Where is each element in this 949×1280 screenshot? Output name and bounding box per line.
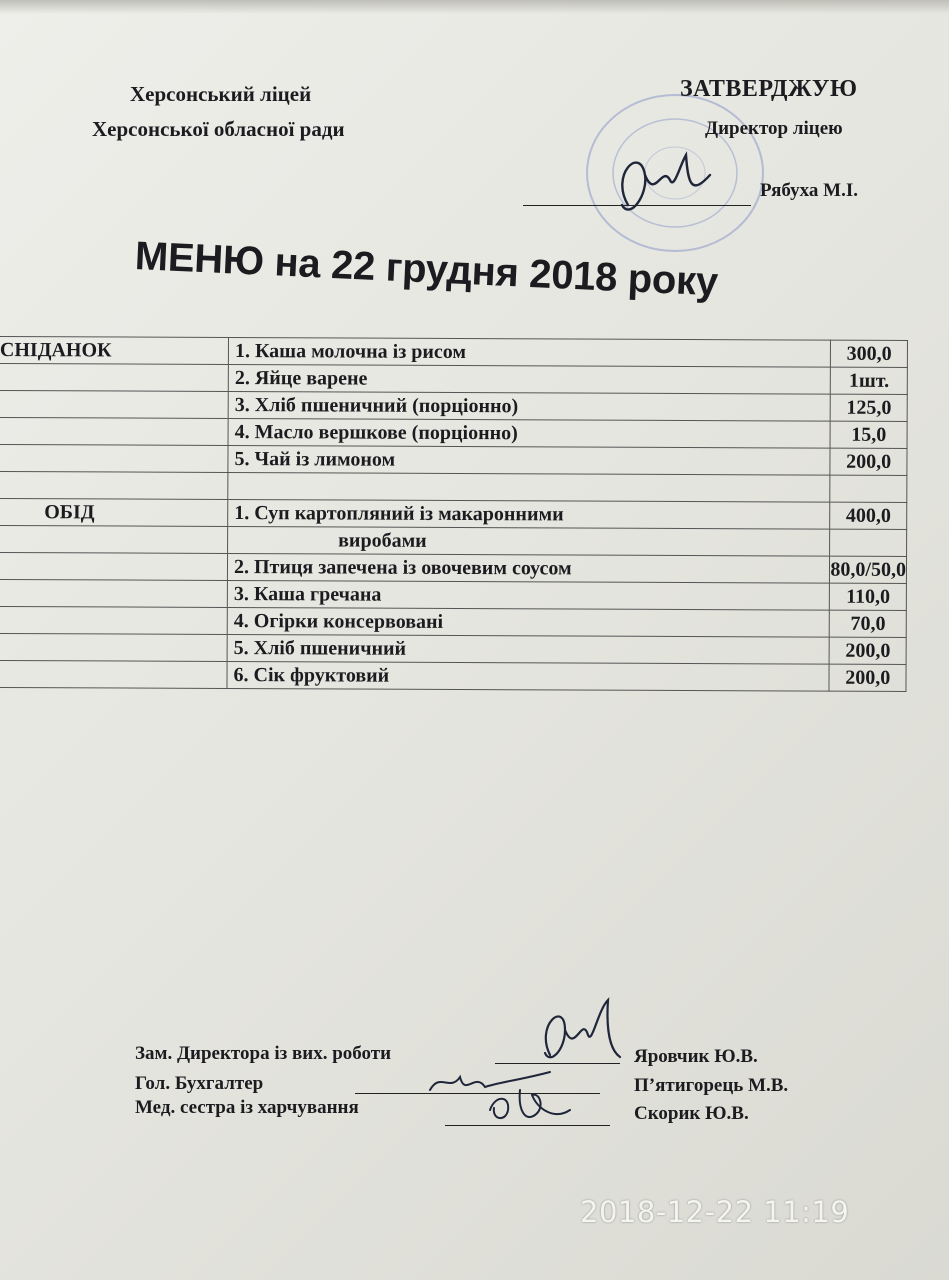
dish-name: 2. Яйце варене — [228, 364, 831, 394]
dish-name: 2. Птиця запечена із овочевим соусом — [227, 553, 830, 583]
table-row — [0, 579, 906, 610]
approval-heading: ЗАТВЕРДЖУЮ — [680, 76, 858, 102]
dish-amount: 400,0 — [830, 502, 907, 529]
dish-name: виробами — [228, 526, 831, 556]
deputy-signature-line — [495, 1063, 620, 1064]
dish-amount: 70,0 — [830, 610, 907, 637]
menu-table — [0, 336, 908, 692]
dish-amount: 200,0 — [830, 448, 907, 475]
dish-amount: 1шт. — [831, 367, 908, 394]
table-row — [0, 525, 907, 556]
dish-amount: 15,0 — [830, 421, 907, 448]
dish-amount: 200,0 — [830, 637, 907, 664]
dish-name: 5. Чай із лимоном — [228, 445, 831, 475]
menu-title: МЕНЮ на 22 грудня 2018 року — [134, 234, 719, 305]
dish-name: 1. Суп картопляний із макаронними — [228, 499, 831, 529]
org-name-line2: Херсонської обласної ради — [92, 117, 345, 141]
deputy-name: Яровчик Ю.В. — [634, 1046, 758, 1067]
dish-amount: 125,0 — [831, 394, 908, 421]
dish-name: 6. Сік фруктовий — [227, 661, 830, 691]
lunch-label: ОБІД — [0, 498, 228, 526]
nurse-role: Мед. сестра із харчування — [135, 1097, 359, 1118]
dish-amount: 200,0 — [829, 664, 906, 691]
nurse-name: Скорик Ю.В. — [634, 1103, 749, 1124]
dish-amount — [830, 529, 907, 556]
table-row-empty — [0, 471, 907, 502]
nurse-signature-line — [445, 1125, 610, 1126]
dish-amount: 300,0 — [831, 340, 908, 367]
director-title: Директор ліцею — [705, 118, 843, 139]
dish-amount: 110,0 — [830, 583, 907, 610]
director-name: Рябуха М.І. — [760, 180, 858, 201]
deputy-role: Зам. Директора із вих. роботи — [135, 1043, 392, 1064]
table-row — [0, 606, 906, 637]
table-row — [0, 498, 907, 529]
dish-name: 5. Хліб пшеничний — [227, 634, 830, 664]
accountant-name: П’ятигорець М.В. — [634, 1075, 789, 1096]
accountant-role: Гол. Бухгалтер — [135, 1073, 264, 1094]
org-name-line1: Херсонський ліцей — [130, 82, 312, 106]
dish-name: 4. Огірки консервовані — [227, 607, 830, 637]
table-row — [0, 660, 906, 691]
nurse-signature-icon — [480, 1080, 580, 1125]
dish-name: 4. Масло вершкове (порціонно) — [228, 418, 831, 448]
dish-name: 3. Каша гречана — [227, 580, 830, 610]
dish-name: 3. Хліб пшеничний (порціонно) — [228, 391, 831, 421]
director-signature-icon — [600, 135, 720, 245]
table-row — [0, 417, 907, 448]
table-row — [0, 444, 907, 475]
table-row — [0, 337, 907, 368]
table-row — [0, 363, 907, 394]
breakfast-label: СНІДАНОК — [0, 337, 229, 365]
photo-timestamp: 2018-12-22 11:19 — [580, 1195, 850, 1229]
dish-amount: 80,0/50,0 — [830, 556, 907, 583]
table-row — [0, 633, 906, 664]
dish-name: 1. Каша молочна із рисом — [228, 337, 831, 367]
table-row — [0, 390, 907, 421]
table-row — [0, 552, 907, 583]
accountant-signature-line — [355, 1093, 600, 1094]
paper-edge — [0, 0, 949, 14]
